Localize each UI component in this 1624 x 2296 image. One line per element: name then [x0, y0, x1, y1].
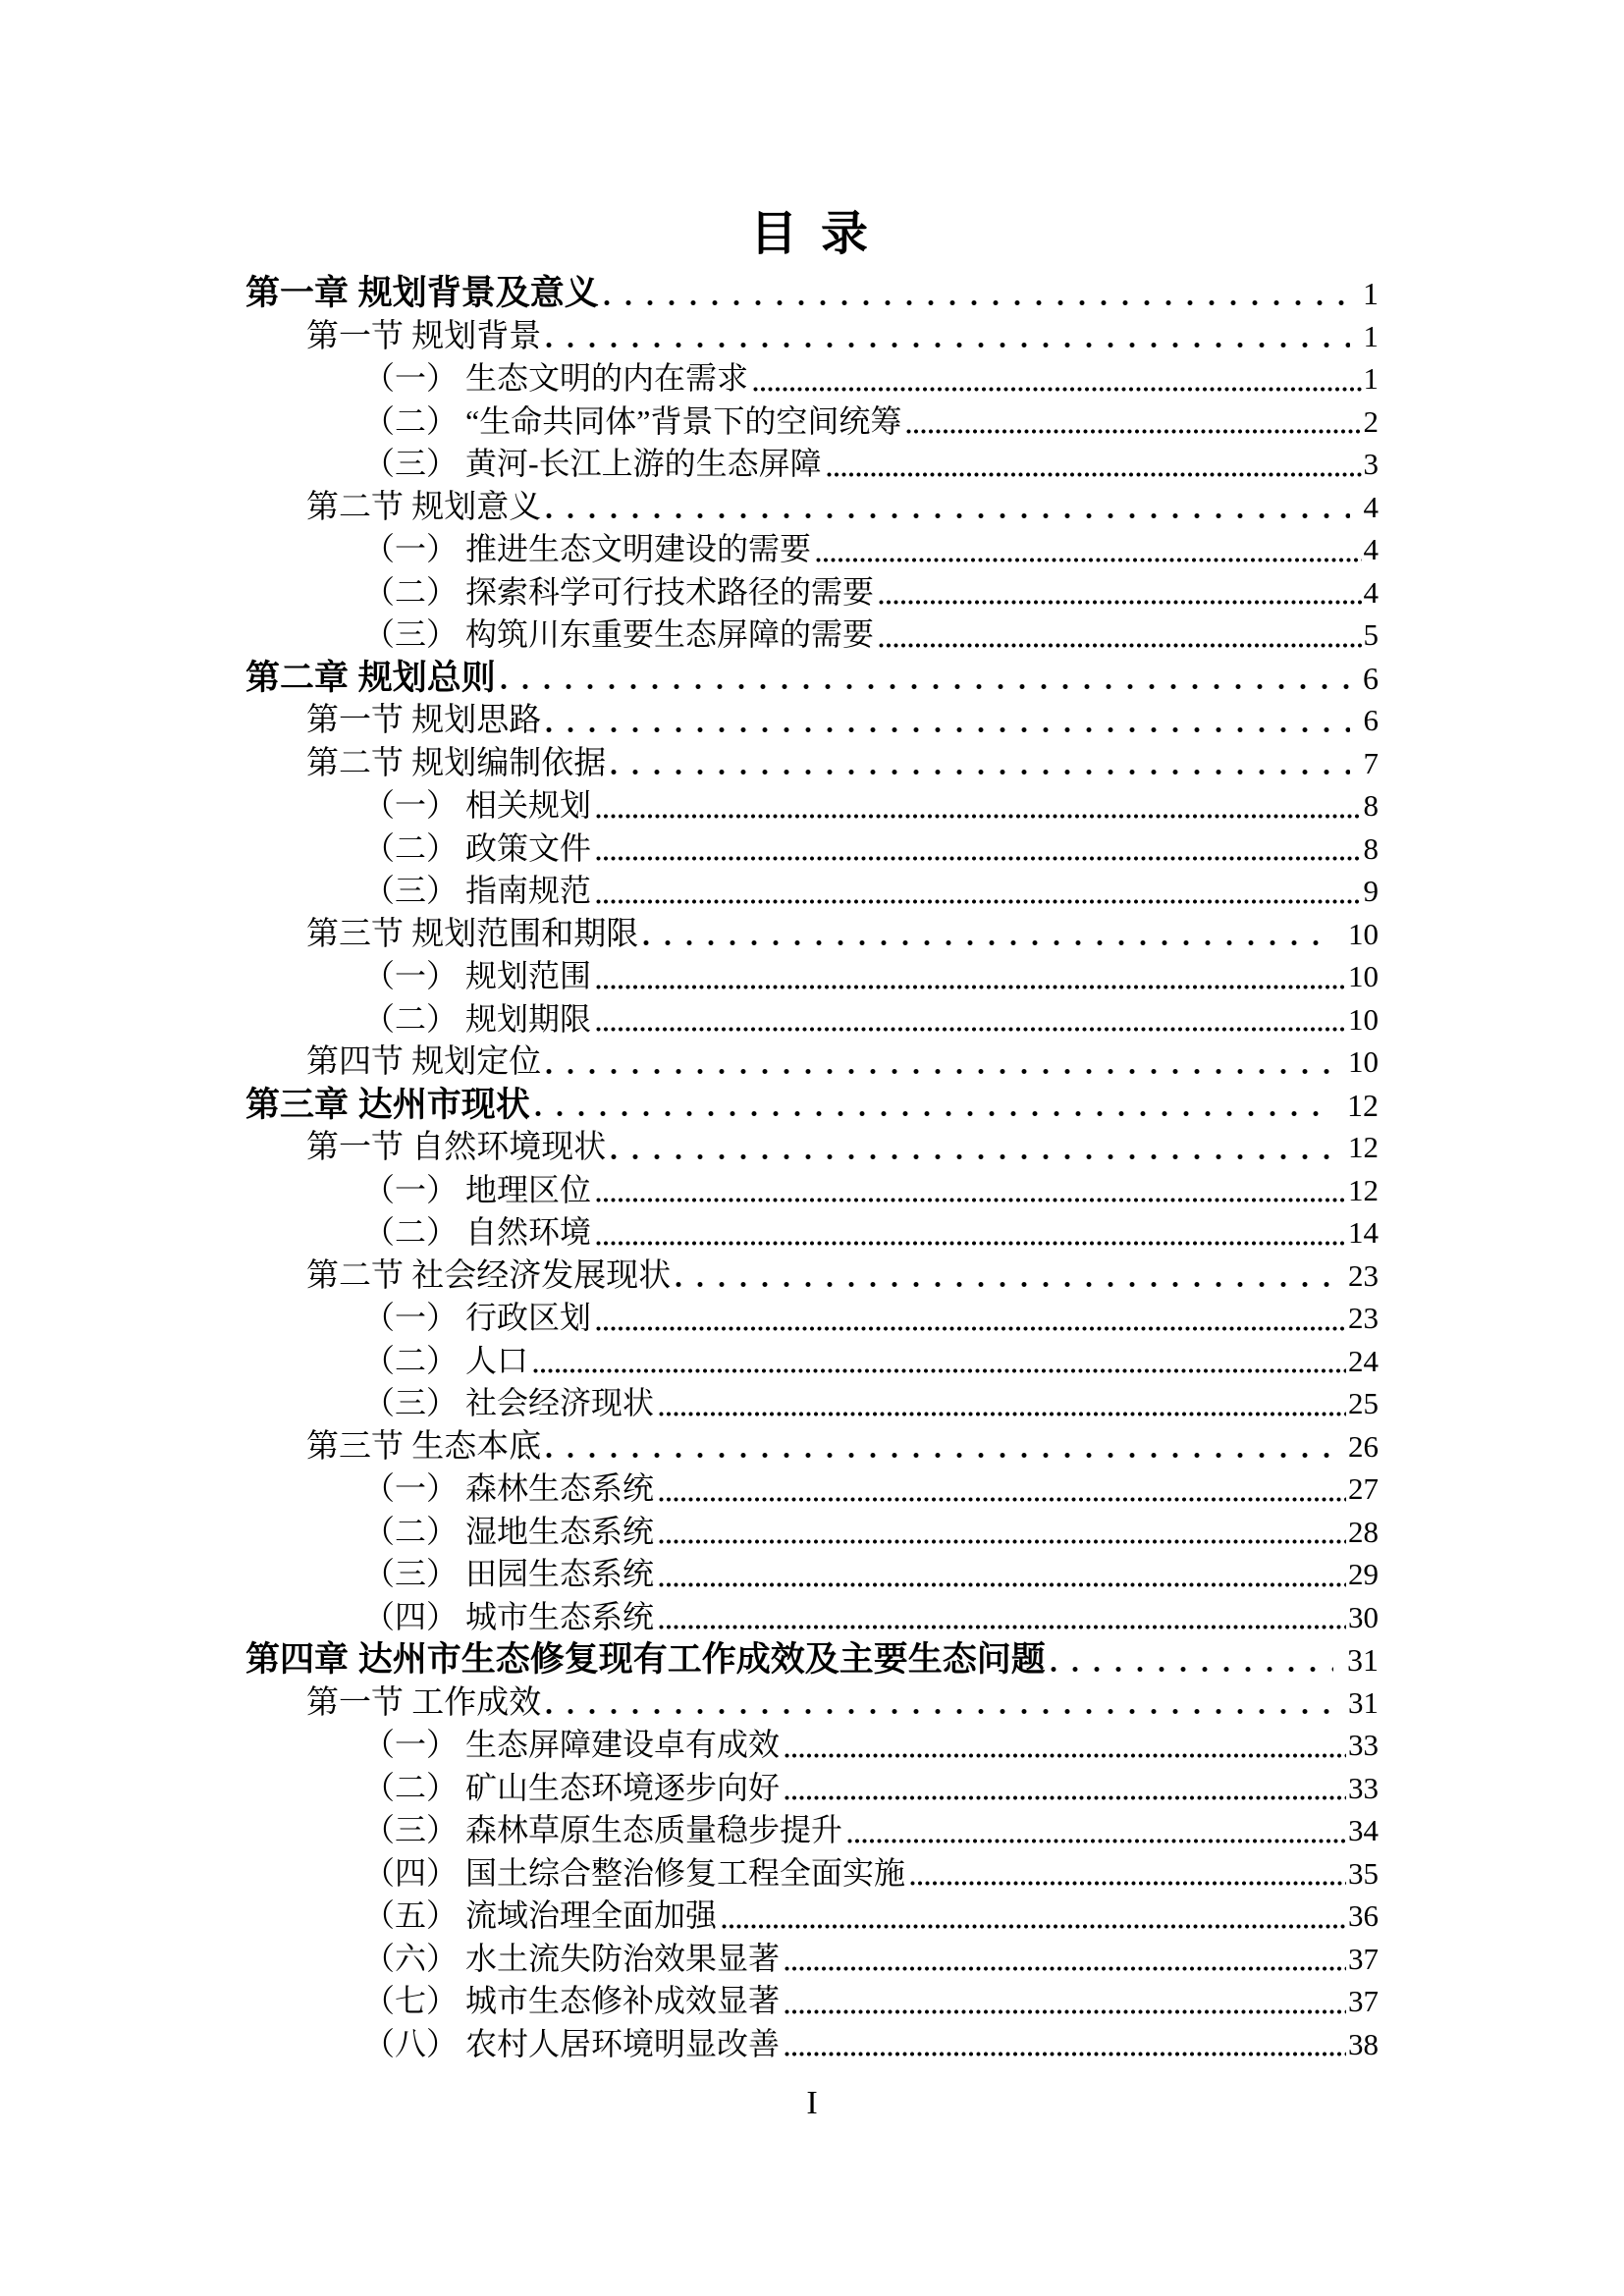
toc-entry-label: （七） 城市生态修补成效显著 — [363, 1983, 781, 2018]
toc-entry-page-number: 33 — [1348, 1728, 1379, 1762]
toc-entry-section — [245, 1425, 1379, 1468]
toc-entry-item — [245, 1809, 1379, 1852]
toc-entry-page-number: 37 — [1348, 1984, 1379, 2018]
toc-entry-label: （二） 矿山生态环境逐步向好 — [363, 1769, 781, 1805]
toc-entry-label: （一） 生态屏障建设卓有成效 — [363, 1727, 781, 1762]
toc-entry-section — [245, 1041, 1379, 1084]
toc-entry-label: 第二节 规划意义 — [306, 489, 542, 525]
toc-entry-label: 第一章 规划背景及意义 — [245, 274, 599, 312]
dot-leader — [910, 1880, 1346, 1887]
dot-leader — [596, 855, 1361, 862]
toc-entry-label: 第三节 生态本底 — [306, 1428, 542, 1465]
dot-leader — [879, 642, 1361, 649]
toc-entry-page-number: 12 — [1347, 1087, 1379, 1123]
toc-entry-label: （三） 田园生态系统 — [363, 1556, 655, 1591]
toc-entry-page-number: 7 — [1363, 745, 1379, 780]
toc-entry-item — [245, 955, 1379, 998]
toc-entry-chapter — [245, 272, 1379, 315]
toc-entry-chapter — [245, 1084, 1379, 1127]
toc-entry-section — [245, 1255, 1379, 1298]
toc-entry-page-number: 28 — [1348, 1514, 1379, 1549]
table-of-contents — [245, 272, 1379, 2065]
dot-leader — [533, 1367, 1346, 1374]
toc-entry-item — [245, 2023, 1379, 2066]
toc-entry-page-number: 36 — [1348, 1898, 1379, 1933]
toc-entry-page-number: 38 — [1348, 2026, 1379, 2061]
toc-entry-page-number: 14 — [1348, 1215, 1379, 1250]
dot-leader — [659, 1624, 1346, 1630]
dot-leader — [659, 1581, 1346, 1588]
dot-leader — [785, 2051, 1346, 2057]
dot-leader — [535, 1110, 1333, 1117]
toc-entry-page-number: 8 — [1363, 830, 1379, 866]
toc-entry-item — [245, 1767, 1379, 1810]
dot-leader — [753, 386, 1361, 393]
toc-entry-page-number: 8 — [1363, 788, 1379, 823]
dot-leader — [596, 1325, 1346, 1332]
toc-entry-label: 第三节 规划范围和期限 — [306, 916, 639, 952]
toc-entry-label: （二） 探索科学可行技术路径的需要 — [363, 573, 875, 610]
toc-entry-item — [245, 1297, 1379, 1340]
toc-entry-page-number: 1 — [1363, 318, 1379, 353]
toc-entry-item — [245, 1468, 1379, 1511]
toc-entry-page-number: 10 — [1348, 916, 1379, 951]
toc-entry-label: （五） 流域治理全面加强 — [363, 1897, 718, 1933]
toc-entry-label: （二） 自然环境 — [363, 1214, 592, 1250]
toc-entry-label: 第四章 达州市生态修复现有工作成效及主要生态问题 — [245, 1640, 1046, 1679]
toc-entry-page-number: 35 — [1348, 1855, 1379, 1891]
toc-entry-page-number: 10 — [1348, 959, 1379, 993]
toc-entry-item — [245, 828, 1379, 871]
toc-entry-page-number: 29 — [1348, 1557, 1379, 1591]
toc-entry-section — [245, 699, 1379, 742]
toc-entry-label: （一） 相关规划 — [363, 787, 592, 823]
toc-entry-section — [245, 742, 1379, 785]
dot-leader — [785, 2008, 1346, 2015]
dot-leader — [816, 557, 1361, 563]
toc-entry-item — [245, 1596, 1379, 1639]
toc-entry-label: （四） 国土综合整治修复工程全面实施 — [363, 1854, 906, 1891]
toc-entry-label: 第二章 规划总则 — [245, 658, 496, 697]
dot-leader — [1051, 1666, 1333, 1673]
toc-entry-label: 第一节 规划背景 — [306, 318, 542, 354]
toc-entry-label: （八） 农村人居环境明显改善 — [363, 2025, 781, 2061]
toc-entry-page-number: 4 — [1363, 489, 1379, 524]
dot-leader — [596, 898, 1361, 905]
toc-entry-page-number: 6 — [1363, 660, 1379, 696]
dot-leader — [546, 512, 1349, 519]
toc-entry-item — [245, 1852, 1379, 1896]
toc-entry-label: （二） “生命共同体”背景下的空间统筹 — [363, 402, 902, 439]
toc-entry-label: 第二节 社会经济发展现状 — [306, 1257, 672, 1294]
toc-entry-page-number: 24 — [1348, 1343, 1379, 1378]
toc-entry-item — [245, 1511, 1379, 1554]
toc-entry-page-number: 23 — [1348, 1257, 1379, 1293]
dot-leader — [546, 1708, 1334, 1715]
toc-entry-page-number: 2 — [1363, 403, 1379, 439]
toc-entry-section — [245, 1682, 1379, 1725]
toc-entry-item — [245, 784, 1379, 828]
toc-entry-page-number: 33 — [1348, 1770, 1379, 1805]
toc-entry-page-number: 10 — [1348, 1044, 1379, 1079]
toc-entry-label: （一） 生态文明的内在需求 — [363, 360, 749, 396]
dot-leader — [785, 1794, 1346, 1801]
toc-entry-item — [245, 1980, 1379, 2023]
toc-entry-item — [245, 400, 1379, 444]
toc-entry-label: （二） 规划期限 — [363, 1000, 592, 1037]
toc-entry-page-number: 26 — [1348, 1428, 1379, 1464]
toc-entry-page-number: 4 — [1363, 574, 1379, 610]
toc-entry-page-number: 6 — [1363, 703, 1379, 737]
dot-leader — [546, 726, 1349, 733]
toc-entry-item — [245, 1895, 1379, 1938]
toc-entry-item — [245, 443, 1379, 486]
dot-leader — [596, 1197, 1346, 1203]
dot-leader — [604, 299, 1349, 306]
dot-leader — [611, 1153, 1334, 1160]
dot-leader — [659, 1411, 1346, 1417]
toc-entry-label: （二） 政策文件 — [363, 829, 592, 866]
toc-entry-page-number: 31 — [1347, 1642, 1379, 1678]
toc-entry-item — [245, 1211, 1379, 1255]
toc-entry-section — [245, 913, 1379, 956]
toc-entry-item — [245, 1382, 1379, 1425]
dot-leader — [659, 1496, 1346, 1503]
dot-leader — [546, 1068, 1334, 1075]
toc-entry-page-number: 3 — [1363, 447, 1379, 481]
dot-leader — [676, 1281, 1334, 1288]
dot-leader — [847, 1838, 1346, 1844]
toc-entry-item — [245, 1340, 1379, 1383]
toc-entry-item — [245, 1169, 1379, 1212]
toc-entry-section — [245, 315, 1379, 358]
toc-entry-label: 第二节 规划编制依据 — [306, 745, 607, 781]
dot-leader — [659, 1538, 1346, 1545]
toc-entry-label: 第三章 达州市现状 — [245, 1085, 530, 1124]
toc-entry-page-number: 27 — [1348, 1471, 1379, 1506]
toc-entry-page-number: 4 — [1363, 532, 1379, 566]
toc-entry-page-number: 1 — [1363, 361, 1379, 396]
toc-entry-section — [245, 486, 1379, 529]
footer-page-number: I — [806, 2085, 818, 2121]
toc-entry-label: （一） 规划范围 — [363, 958, 592, 993]
toc-entry-label: （二） 人口 — [363, 1342, 529, 1378]
toc-entry-item — [245, 357, 1379, 400]
toc-entry-page-number: 10 — [1348, 1001, 1379, 1037]
toc-entry-page-number: 12 — [1348, 1130, 1379, 1164]
toc-entry-chapter — [245, 657, 1379, 700]
toc-entry-page-number: 1 — [1363, 276, 1379, 311]
toc-entry-label: 第四节 规划定位 — [306, 1044, 542, 1080]
toc-entry-label: 第一节 工作成效 — [306, 1684, 542, 1721]
dot-leader — [596, 1240, 1346, 1247]
toc-entry-chapter — [245, 1638, 1379, 1682]
toc-entry-label: （一） 推进生态文明建设的需要 — [363, 531, 812, 566]
dot-leader — [643, 939, 1334, 946]
dot-leader — [596, 813, 1361, 820]
dot-leader — [611, 769, 1349, 775]
dot-leader — [785, 1752, 1346, 1759]
dot-leader — [879, 599, 1361, 606]
toc-entry-label: （一） 地理区位 — [363, 1171, 592, 1207]
toc-entry-page-number: 23 — [1348, 1301, 1379, 1335]
dot-leader — [785, 1965, 1346, 1972]
toc-entry-page-number: 9 — [1363, 874, 1379, 908]
toc-entry-item — [245, 998, 1379, 1041]
toc-entry-item — [245, 1724, 1379, 1767]
toc-entry-label: （三） 黄河-长江上游的生态屏障 — [363, 446, 822, 481]
toc-entry-label: 第一节 自然环境现状 — [306, 1130, 607, 1165]
toc-entry-label: （三） 构筑川东重要生态屏障的需要 — [363, 616, 875, 652]
toc-entry-item — [245, 571, 1379, 614]
dot-leader — [722, 1923, 1346, 1930]
dot-leader — [596, 984, 1346, 990]
toc-entry-label: （二） 湿地生态系统 — [363, 1513, 655, 1549]
dot-leader — [906, 428, 1361, 435]
toc-entry-page-number: 12 — [1348, 1172, 1379, 1207]
toc-entry-label: （三） 指南规范 — [363, 873, 592, 908]
toc-entry-section — [245, 1126, 1379, 1169]
toc-entry-label: （四） 城市生态系统 — [363, 1598, 655, 1634]
toc-entry-page-number: 37 — [1348, 1941, 1379, 1976]
toc-entry-page-number: 30 — [1348, 1599, 1379, 1634]
toc-entry-item — [245, 528, 1379, 571]
toc-entry-label: （六） 水土流失防治效果显著 — [363, 1940, 781, 1976]
dot-leader — [546, 1452, 1334, 1459]
toc-entry-label: （一） 行政区划 — [363, 1300, 592, 1335]
page-title: 目 录 — [749, 208, 874, 260]
toc-entry-label: （三） 社会经济现状 — [363, 1385, 655, 1420]
toc-entry-item — [245, 614, 1379, 657]
toc-entry-page-number: 25 — [1348, 1386, 1379, 1420]
dot-leader — [546, 342, 1349, 348]
toc-entry-item — [245, 870, 1379, 913]
dot-leader — [501, 683, 1349, 690]
toc-entry-page-number: 5 — [1363, 617, 1379, 652]
toc-entry-page-number: 31 — [1348, 1684, 1379, 1720]
toc-entry-label: （三） 森林草原生态质量稳步提升 — [363, 1812, 843, 1847]
dot-leader — [596, 1026, 1346, 1033]
toc-entry-label: 第一节 规划思路 — [306, 703, 542, 738]
toc-entry-item — [245, 1938, 1379, 1981]
toc-entry-label: （一） 森林生态系统 — [363, 1470, 655, 1506]
dot-leader — [827, 471, 1362, 478]
toc-entry-item — [245, 1553, 1379, 1596]
toc-entry-page-number: 34 — [1348, 1813, 1379, 1847]
